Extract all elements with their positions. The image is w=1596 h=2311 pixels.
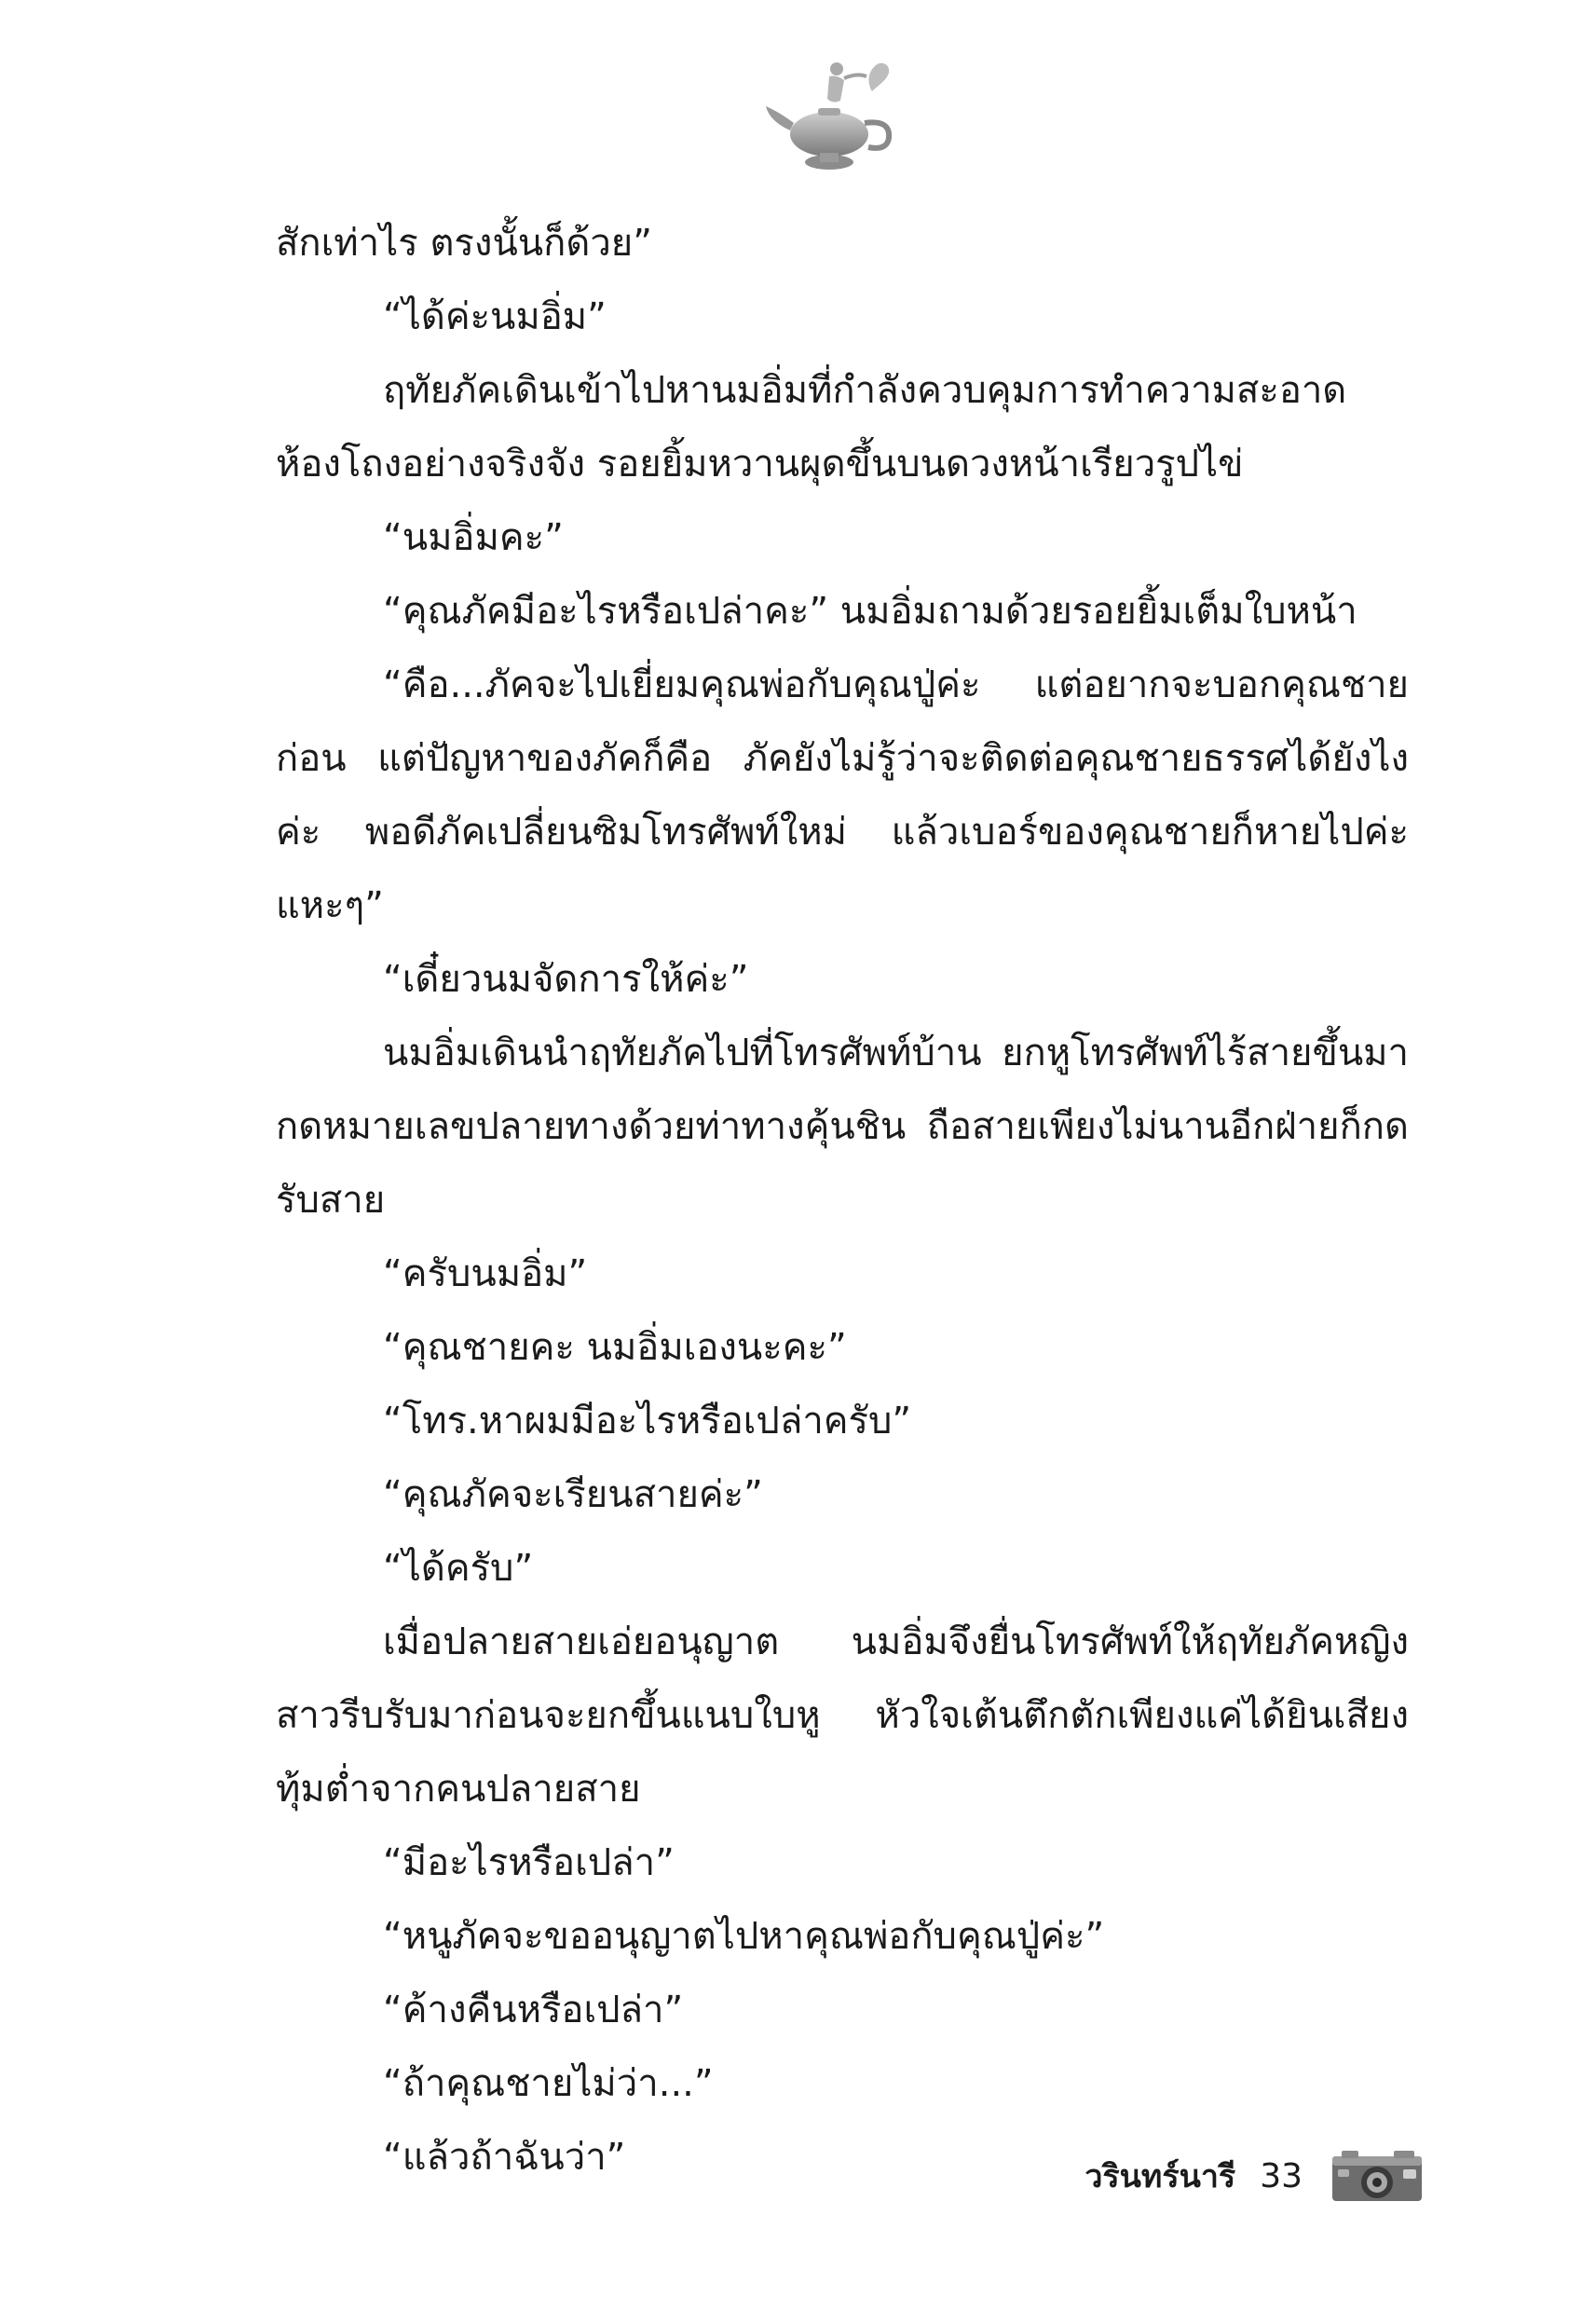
paragraph: “คุณภัคมีอะไรหรือเปล่าคะ” นมอิ่มถามด้วยรอยยิ้มเต็มใบหน้า bbox=[383, 590, 1357, 633]
paragraph: “คุณภัคจะเรียนสายค่ะ” bbox=[383, 1473, 763, 1516]
paragraph: “นมอิ่มคะ” bbox=[383, 516, 564, 559]
page-number: 33 bbox=[1260, 2156, 1303, 2195]
paragraph: สักเท่าไร ตรงนั้นก็ด้วย” bbox=[276, 222, 652, 265]
paragraph: เมื่อปลายสายเอ่ยอนุญาต นมอิ่มจึงยื่นโทรศัพท์ให้ฤทัยภัคหญิงสาวรีบรับมาก่อนจะยกขึ้นแนบใบหู หัวใจเต้นตึกตักเพียงแค่ได้ยินเสียงทุ้มต่ำจากคนปลายสาย bbox=[276, 1620, 1409, 1811]
paragraph: นมอิ่มเดินนำฤทัยภัคไปที่โทรศัพท์บ้าน ยกหูโทรศัพท์ไร้สายขึ้นมา กดหมายเลขปลายทางด้วยท่าทางคุ้นชิน ถือสายเพียงไม่นานอีกฝ่ายก็กดรับสาย bbox=[276, 1032, 1409, 1222]
book-title: วรินทร์นารี bbox=[1084, 2158, 1236, 2195]
paragraph: “ได้ครับ” bbox=[383, 1547, 534, 1590]
paragraph: “คุณชายคะ นมอิ่มเองนะคะ” bbox=[383, 1326, 847, 1369]
paragraph: “ค้างคืนหรือเปล่า” bbox=[383, 1989, 684, 2031]
camera-icon bbox=[1329, 2147, 1425, 2205]
body-text bbox=[276, 207, 1409, 2195]
paragraph: “โทร.หาผมมีอะไรหรือเปล่าครับ” bbox=[383, 1400, 912, 1443]
paragraph: “ครับนมอิ่ม” bbox=[383, 1252, 588, 1295]
paragraph: “ได้ค่ะนมอิ่ม” bbox=[383, 295, 607, 338]
paragraph: “แล้วถ้าฉันว่า” bbox=[383, 2136, 626, 2179]
paragraph: ฤทัยภัคเดินเข้าไปหานมอิ่มที่กำลังควบคุมการทำความสะอาดห้องโถงอย่างจริงจัง รอยยิ้มหวานผุดขึ้นบนดวงหน้าเรียวรูปไข่ bbox=[276, 369, 1347, 485]
page-footer bbox=[1053, 2143, 1425, 2208]
paragraph: “มีอะไรหรือเปล่า” bbox=[383, 1841, 675, 1884]
paragraph: “เดี๋ยวนมจัดการให้ค่ะ” bbox=[383, 958, 749, 1001]
paragraph: “คือ...ภัคจะไปเยี่ยมคุณพ่อกับคุณปู่ค่ะ แต่อยากจะบอกคุณชายก่อน แต่ปัญหาของภัคก็คือ ภัคยังไม่รู้ว่าจะติดต่อคุณชายธรรศได้ยังไงค่ะ พอดีภัคเปลี่ยนซิมโทรศัพท์ใหม่ แล้วเบอร์ของคุณชายก็หายไปค่ะ แหะๆ” bbox=[276, 663, 1409, 927]
teapot-ornament-icon bbox=[764, 56, 904, 177]
paragraph: “ถ้าคุณชายไม่ว่า...” bbox=[383, 2062, 714, 2105]
paragraph: “หนูภัคจะขออนุญาตไปหาคุณพ่อกับคุณปู่ค่ะ” bbox=[383, 1915, 1105, 1958]
